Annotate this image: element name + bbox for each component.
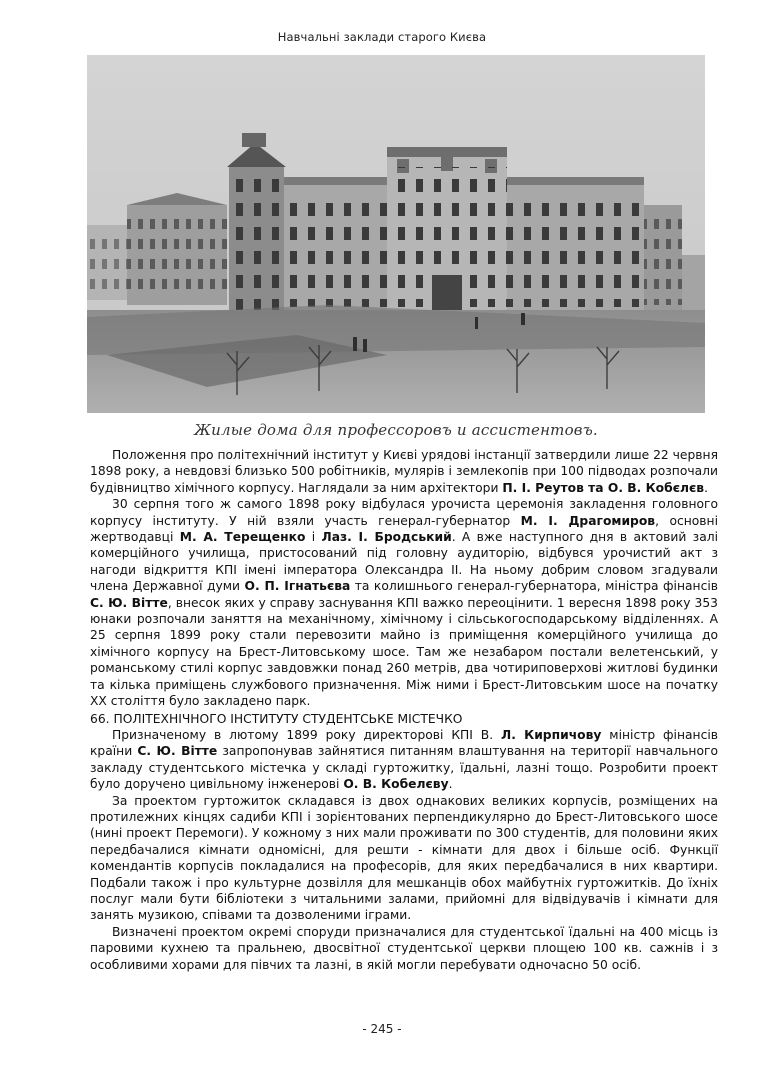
text-run: міністр фінансів країни <box>90 727 719 759</box>
bold-name: О. В. Кобелєву <box>343 777 449 792</box>
bold-name: М. І. Драгомиров <box>520 513 656 528</box>
running-head: Навчальні заклади старого Києва <box>277 30 487 44</box>
bold-name: П. І. Реутов та О. В. Кобєлєв <box>502 480 705 495</box>
bold-name: М. А. Терещенко <box>179 530 306 545</box>
paragraph <box>90 924 718 973</box>
text-run: 66. ПОЛІТЕХНІЧНОГО ІНСТИТУТУ СТУДЕНТСЬКЕ МІСТЕЧКО <box>90 711 463 726</box>
text-run: . <box>448 777 453 792</box>
text-run: За проектом гуртожиток складався із двох однакових великих корпусів, розміщених на протилежних кінцях садиби КПІ і зорієнтованих перпендикулярно до Брест-Литовського шосе (нині проект Перемоги). У кожному з них мали проживати по 300 студентів, для половини яких передбачалися кімнати одномісні, для решти - кімнати для двох і більше осіб. Функції комендантів корпусів покладалися на професорів, для яких передбачалися в них квартири. Подбали також і про культурне дозвілля для мешканців обох майбутніх гуртожитків. До їхніх послуг мали бути бібліотеки з читальними залами, прийомні для відвідувачів і кімнати для занять музикою, співами та дозволеними іграми. <box>90 793 718 923</box>
photo-caption: Жилые дома для профессоровъ и ассистентовъ. <box>194 421 598 439</box>
text-run: та колишнього генерал-губернатора, міністра фінансів <box>350 579 718 594</box>
archival-photo <box>87 55 705 413</box>
text-run: Положення про політехнічний інститут у Києві урядові інстанції затвердили лише 22 червня 1898 року, а невдовзі близько 500 робітників, мулярів і землекопів при 100 підводах розпочали будівництво хімічного корпусу. Наглядали за ним архітектори <box>90 448 718 495</box>
page-number: - 245 - <box>362 1022 402 1036</box>
bold-name: Лаз. І. Бродський <box>321 530 452 545</box>
text-run: і <box>305 530 322 545</box>
text-run: Призначеному в лютому 1899 року директорові КПІ В. <box>112 727 502 742</box>
paragraph <box>90 447 718 496</box>
text-run: . <box>704 480 708 495</box>
paragraph <box>90 727 718 793</box>
text-run: , основні жертводавці <box>90 513 719 545</box>
bold-name: С. Ю. Вітте <box>137 744 218 759</box>
text-run: . А вже наступного дня в актовий залі комерційного училища, пристосований під головну аудиторію, відбувся урочистий акт з нагоди відкриття КПІ імені імператора Олександра ІІ. На ньому добрим словом згадували члена Державної думи <box>90 530 719 594</box>
text-run: 30 серпня того ж самого 1898 року відбулася урочиста церемонія закладення головного корпусу інституту. У ній взяли участь генерал-губернатор <box>90 497 718 528</box>
paragraph <box>90 496 718 709</box>
text-run: , внесок яких у справу заснування КПІ важко переоцінити. 1 вересня 1898 року 353 юнаки розпочали заняття на механічному, хімічному і сільськогосподарському відділеннях. А 25 серпня 1899 року стали перевозити майно із приміщення комерційного училища до хімічного корпусу на Брест-Литовському шосе. Там же незабаром постали велетенський, у романському стилі корпус завдовжки понад 260 метрів, два чотириповерхові житлові будинки та кілька приміщень службового призначення. Між ними і Брест-Литовським шосе на початку ХХ століття було закладено парк. <box>90 595 719 709</box>
article-body <box>90 447 718 973</box>
text-run: запропонував зайнятися питанням влаштування на території навчального закладу студентського містечка у складі гуртожитку, їдальні, лазні тощо. Розробити проект було доручено цивільному інженерові <box>90 744 718 792</box>
bold-name: С. Ю. Вітте <box>90 595 168 610</box>
text-run: Визначені проектом окремі споруди призначалися для студентської їдальні на 400 місць із паровими кухнею та пральнею, двосвітної студентської церкви площею 100 кв. сажнів і з особливими хорами для півчих та лазні, в якій могли перебувати одночасно 50 осіб. <box>90 924 718 972</box>
bold-name: Л. Кирпичову <box>501 727 602 742</box>
section-heading <box>90 711 718 727</box>
paragraph <box>90 793 718 924</box>
bold-name: О. П. Ігнатьєва <box>244 579 351 594</box>
building-photo-illustration <box>87 55 705 413</box>
